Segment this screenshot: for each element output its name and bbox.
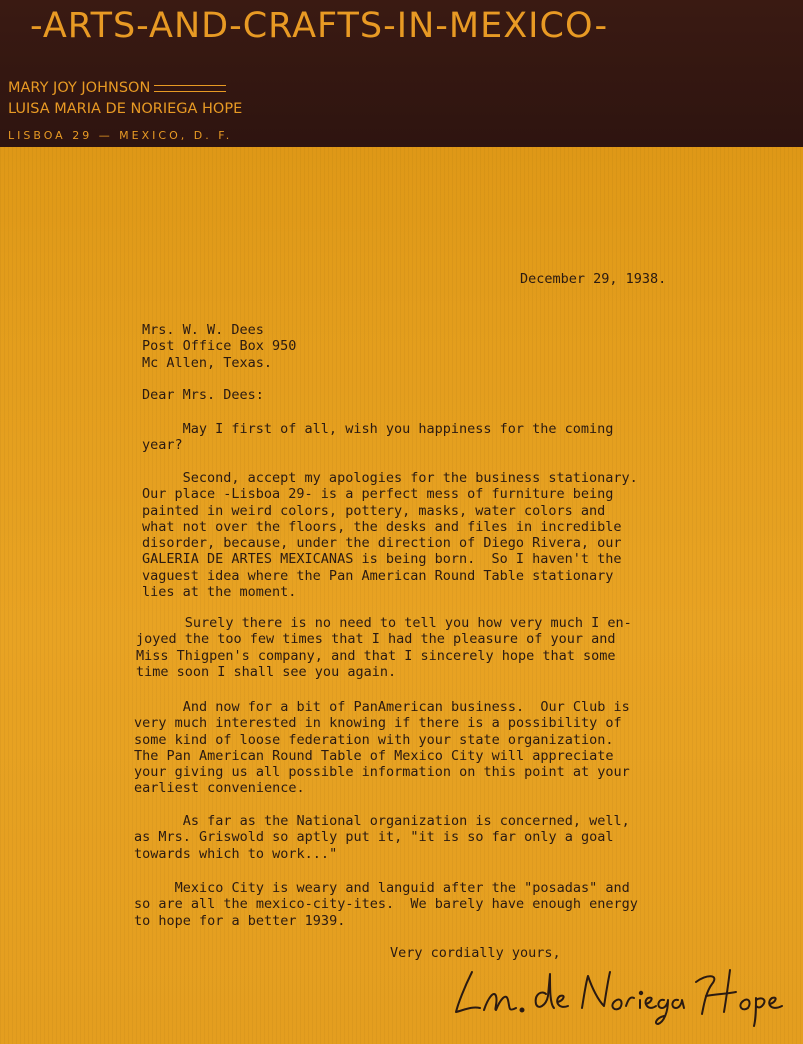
letterhead bbox=[0, 0, 803, 147]
letterhead-name-1 bbox=[8, 78, 242, 99]
handwritten-signature bbox=[450, 960, 790, 1030]
paragraph-2: Second, accept my apologies for the business stationary. Our place -Lisboa 29- is a perfect mess of furniture being painted in weird colors, pottery, masks, water colors and what not over the floors, the desks and files in incredible disorder, because, under the direction of Diego Rivera, our GALERIA DE ARTES MEXICANAS is being born. So I haven't the vaguest idea where the Pan American Round Table stationary lies at the moment. bbox=[142, 470, 638, 601]
letterhead-names bbox=[8, 78, 242, 142]
paragraph-1: May I first of all, wish you happiness for the coming year? bbox=[142, 421, 614, 454]
paragraph-3: Surely there is no need to tell you how very much I en- joyed the too few times that I had the pleasure of your and Miss Thigpen's company, and that I sincerely hope that some time soon I shall see you again. bbox=[136, 615, 632, 680]
paragraph-6: Mexico City is weary and languid after the "posadas" and so are all the mexico-city-ites. We barely have enough energy to hope for a better 1939. bbox=[134, 880, 638, 929]
double-rule-divider bbox=[154, 85, 226, 92]
letterhead-name-2: LUISA MARIA DE NORIEGA HOPE bbox=[8, 101, 243, 117]
letterhead-name-1-text: MARY JOY JOHNSON bbox=[8, 80, 151, 96]
paragraph-4: And now for a bit of PanAmerican business. Our Club is very much interested in knowing if there is a possibility of some kind of loose federation with your state organization. The Pan American Round Table of Mexico City will appreciate your giving us all possible information on this point at your earliest convenience. bbox=[134, 699, 630, 797]
letter-date: December 29, 1938. bbox=[520, 271, 667, 287]
letterhead-address: LISBOA 29 — MEXICO, D. F. bbox=[8, 129, 233, 142]
salutation: Dear Mrs. Dees: bbox=[142, 387, 264, 403]
closing: Very cordially yours, bbox=[390, 945, 561, 961]
letterhead-brand: -ARTS-AND-CRAFTS-IN-MEXICO- bbox=[30, 6, 609, 46]
recipient-address: Mrs. W. W. Dees Post Office Box 950 Mc Allen, Texas. bbox=[142, 322, 297, 371]
paragraph-5: As far as the National organization is concerned, well, as Mrs. Griswold so aptly put it, "it is so far only a goal towards which to work..." bbox=[134, 813, 630, 862]
